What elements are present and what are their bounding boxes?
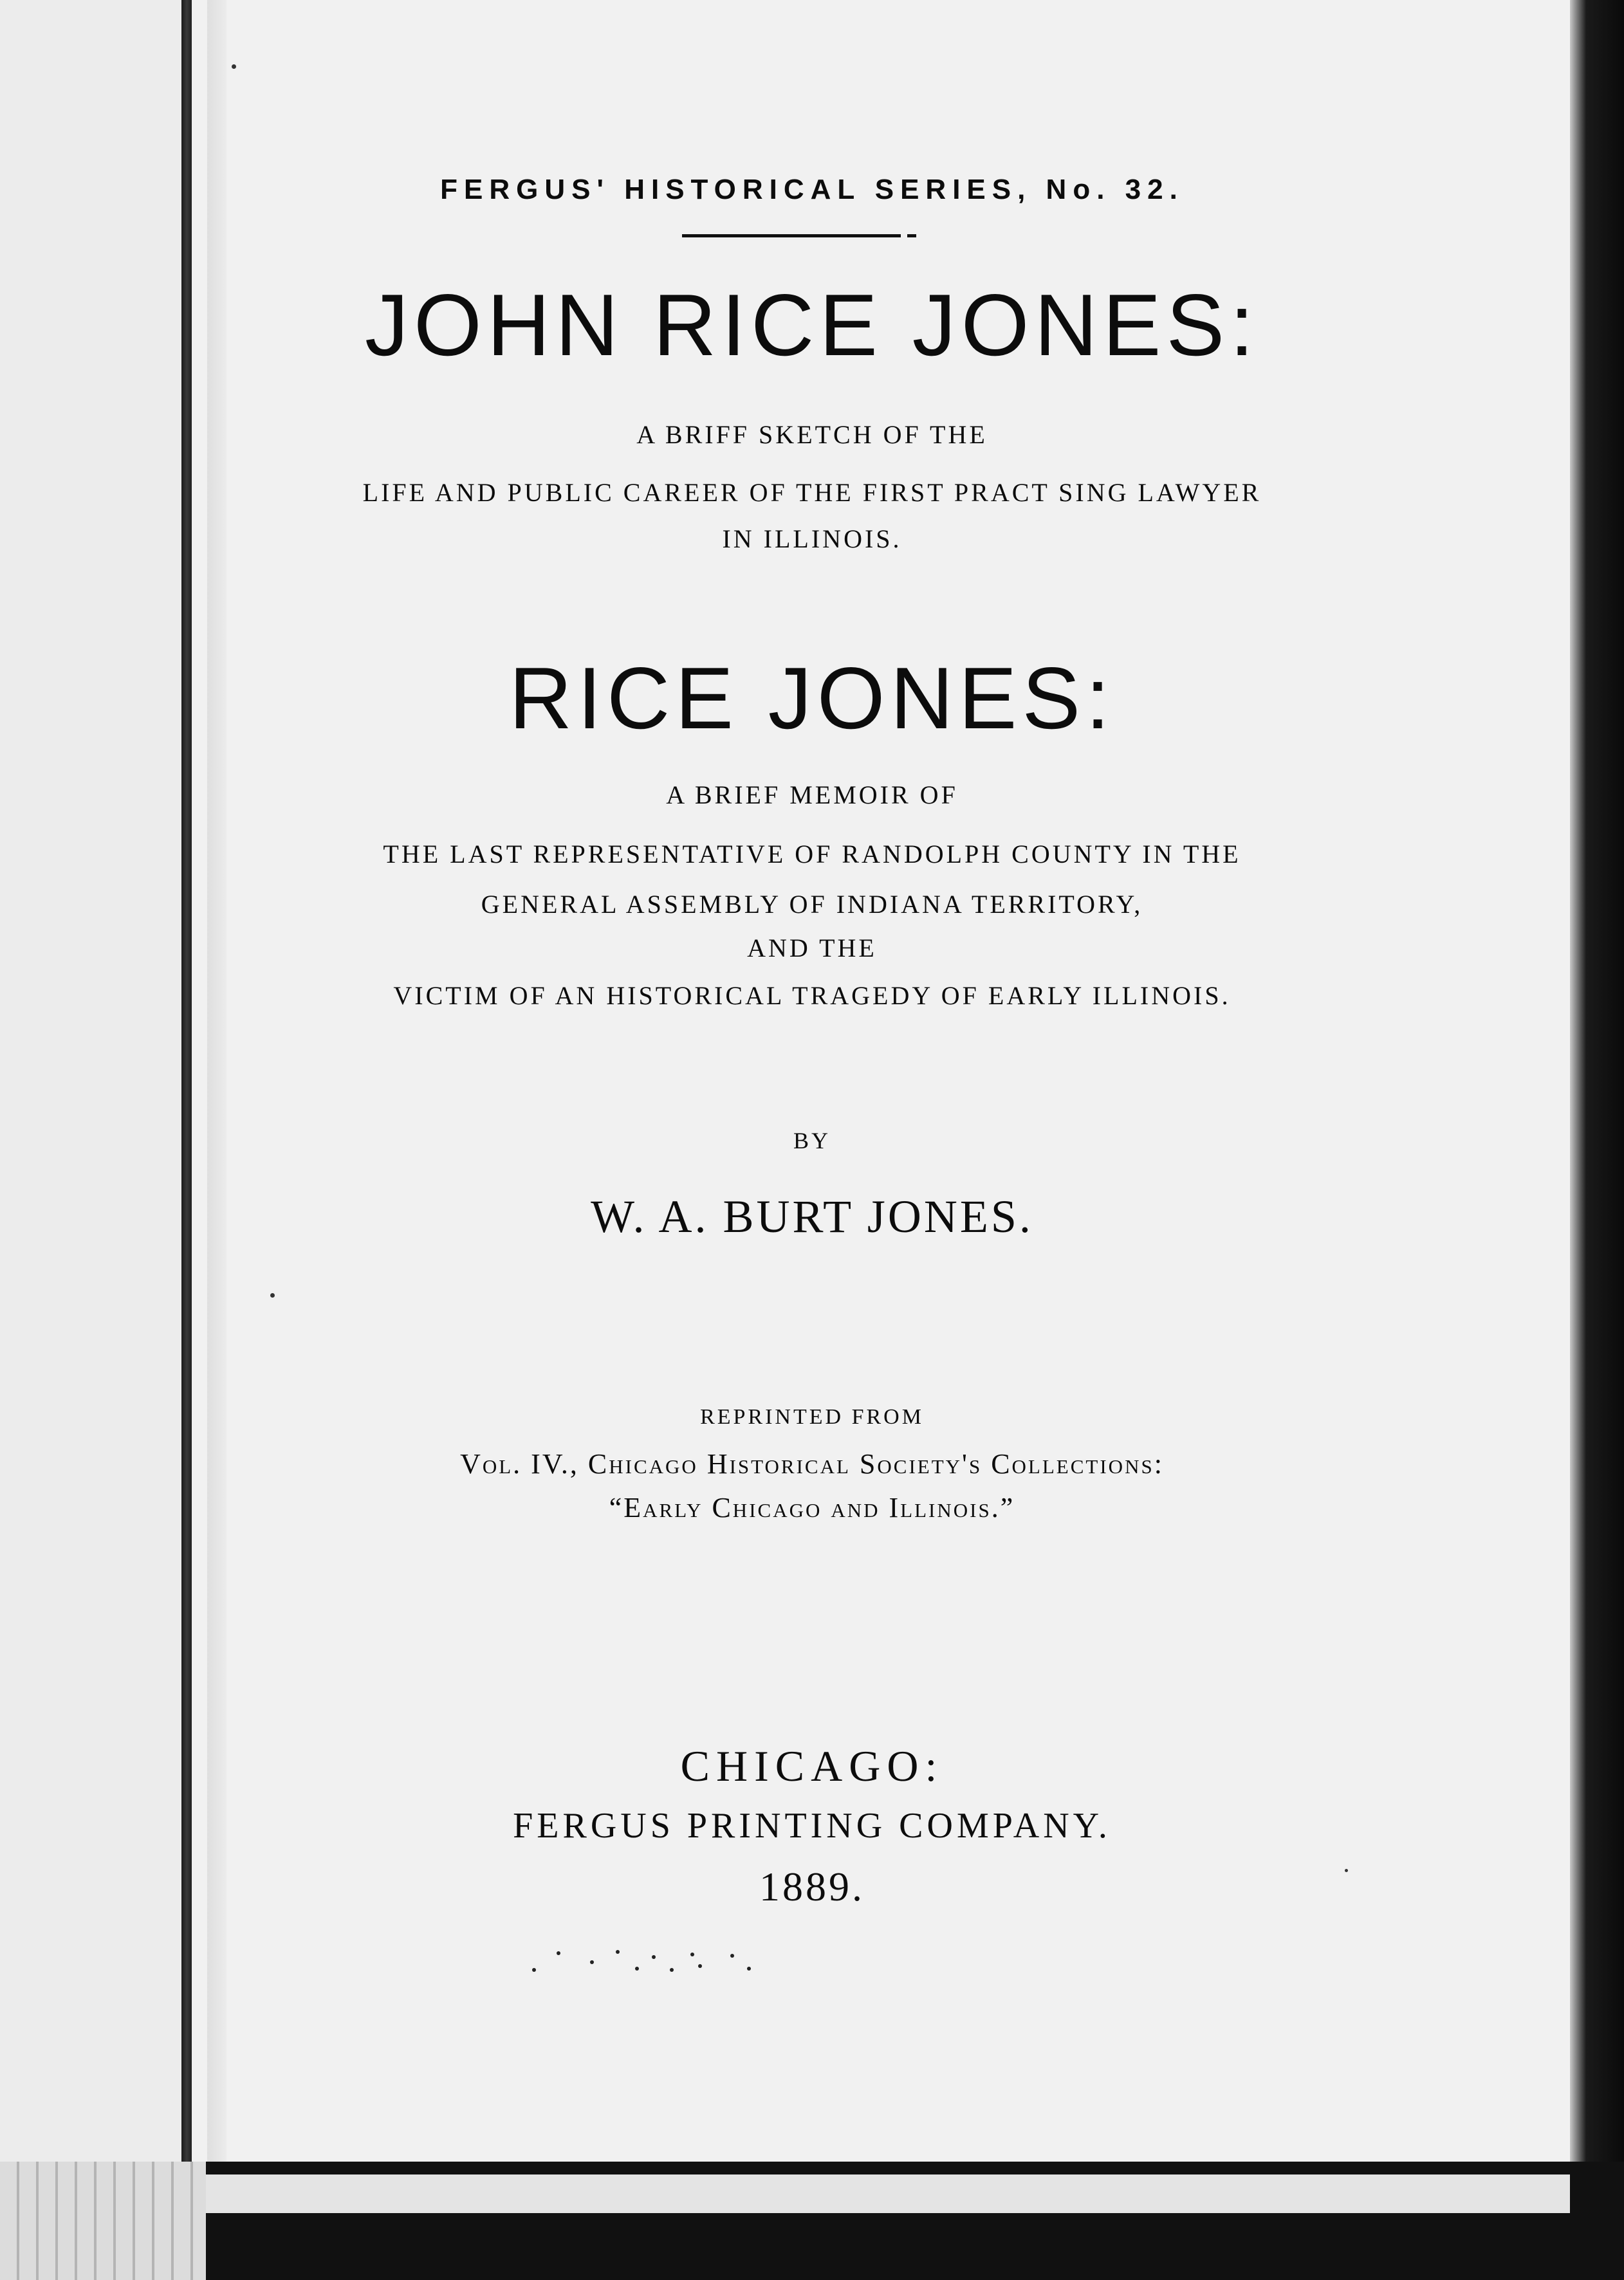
memoir-line: AND THE — [747, 933, 877, 962]
imprint-year: 1889. — [759, 1864, 865, 1909]
series-heading: FERGUS' HISTORICAL SERIES, No. 32. — [440, 174, 1184, 205]
subtitle-line: LIFE AND PUBLIC CAREER OF THE FIRST PRACT SING LAWYER — [362, 478, 1262, 507]
bottom-left-edge-strip — [0, 2162, 206, 2280]
reprint-line: Vol. IV., Chicago Historical Society's Collections: — [460, 1448, 1164, 1480]
by-label: BY — [793, 1128, 831, 1154]
memoir-line: A BRIEF MEMOIR OF — [666, 780, 958, 809]
ink-specks — [528, 1943, 759, 1981]
subtitle-line: IN ILLINOIS. — [722, 524, 902, 553]
page-speck — [270, 1293, 275, 1298]
imprint-city: CHICAGO: — [680, 1742, 944, 1790]
reprint-line: REPRINTED FROM — [700, 1405, 924, 1429]
author-name: W. A. BURT JONES. — [591, 1191, 1033, 1242]
heading-rule — [682, 234, 901, 237]
second-title: RICE JONES: — [509, 649, 1115, 747]
main-title: JOHN RICE JONES: — [365, 276, 1259, 374]
memoir-line: VICTIM OF AN HISTORICAL TRAGEDY OF EARLY ILLINOIS. — [393, 981, 1231, 1010]
reprint-line: “Early Chicago and Illinois.” — [609, 1492, 1015, 1523]
memoir-line: GENERAL ASSEMBLY OF INDIANA TERRITORY, — [481, 890, 1143, 919]
page-speck — [232, 64, 236, 69]
subtitle-line: A BRIFF SKETCH OF THE — [636, 420, 988, 449]
bottom-page-edge — [206, 2174, 1570, 2213]
imprint-publisher: FERGUS PRINTING COMPANY. — [513, 1806, 1111, 1846]
memoir-line: THE LAST REPRESENTATIVE OF RANDOLPH COUNTY IN THE — [383, 840, 1241, 869]
